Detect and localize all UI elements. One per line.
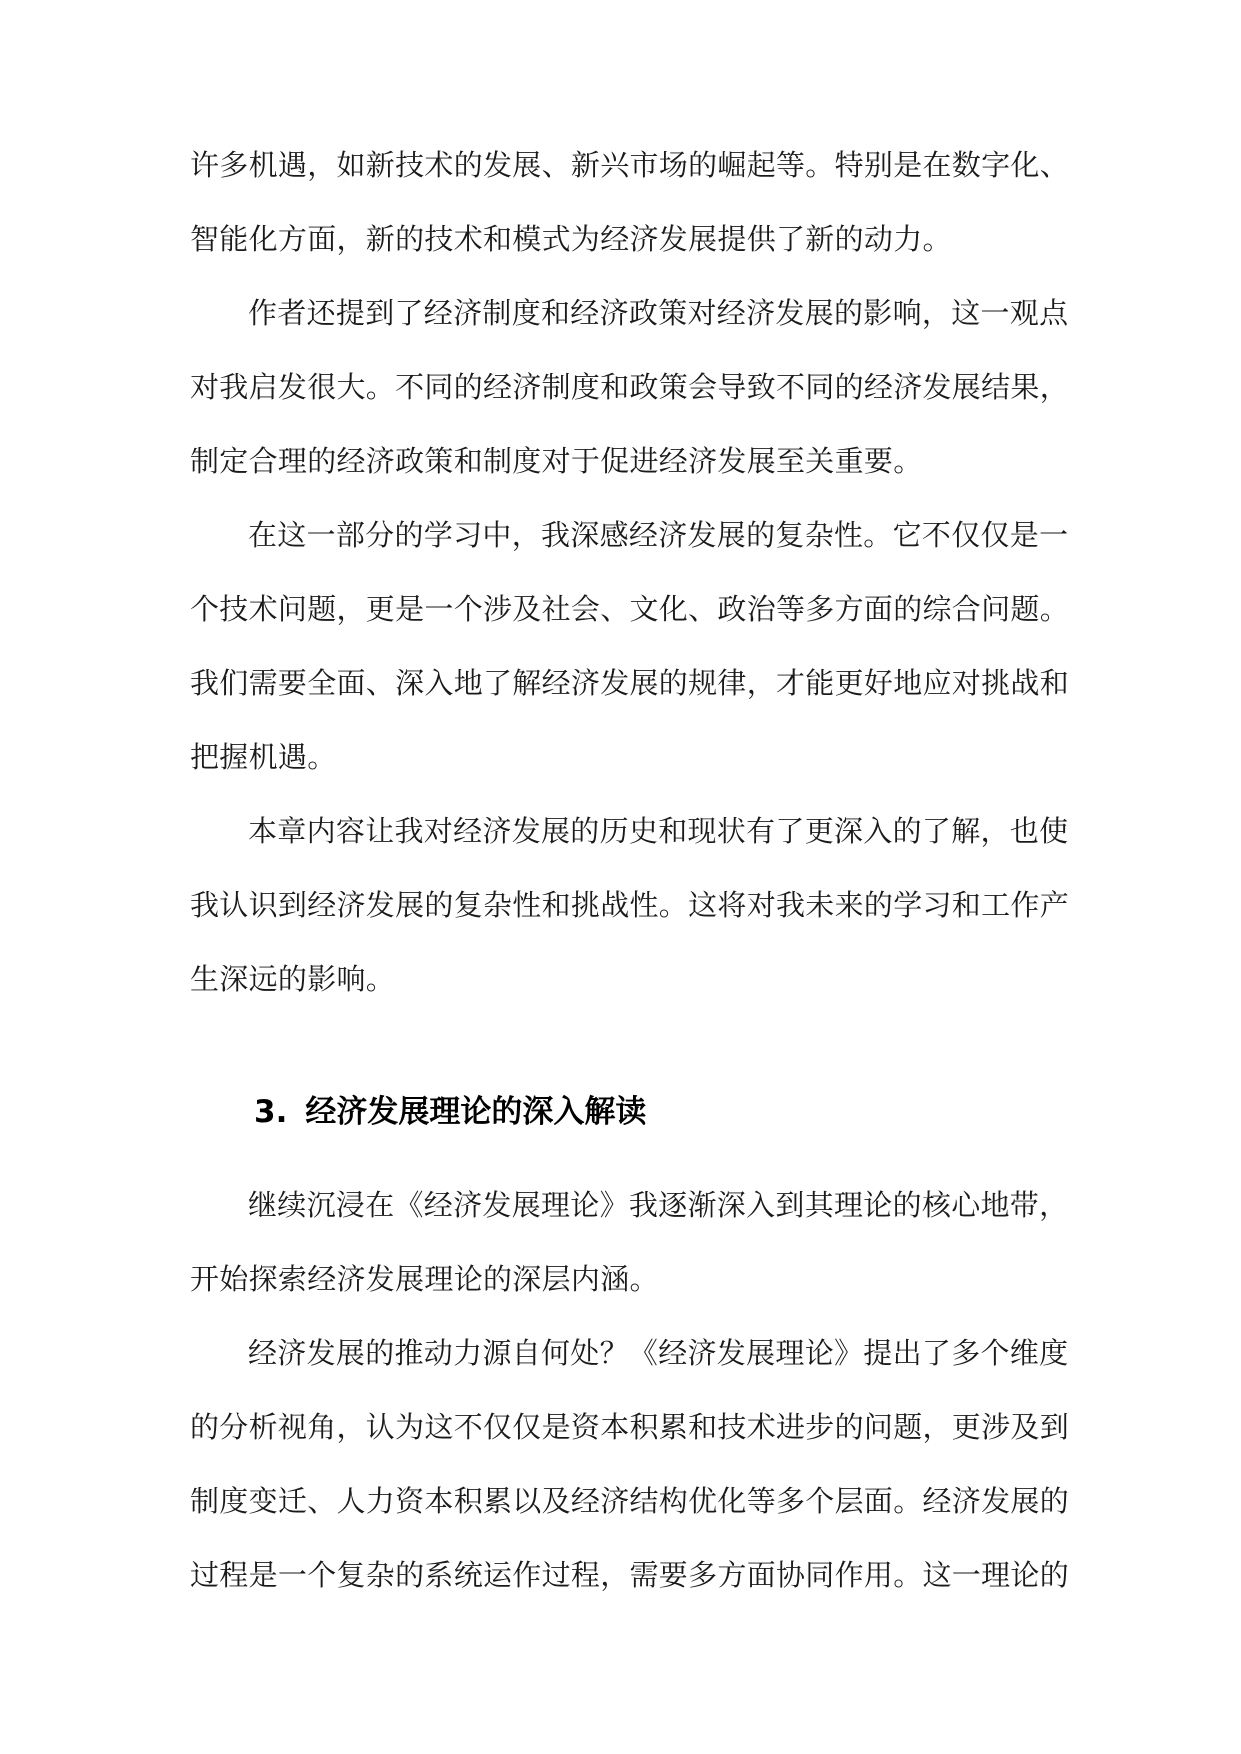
- text-line: 生深远的影响。: [190, 962, 396, 996]
- text-line: 我认识到经济发展的复杂性和挑战性。这将对我未来的学习和工作产: [190, 888, 1070, 922]
- text-line: 个技术问题，更是一个涉及社会、文化、政治等多方面的综合问题。: [190, 592, 1070, 626]
- text-line: 我们需要全面、深入地了解经济发展的规律，才能更好地应对挑战和: [190, 666, 1070, 700]
- body-text-section-2: [190, 1168, 1070, 1612]
- text-line: 许多机遇，如新技术的发展、新兴市场的崛起等。特别是在数字化、: [190, 148, 1070, 182]
- text-line: 的分析视角，认为这不仅仅是资本积累和技术进步的问题，更涉及到: [190, 1410, 1070, 1444]
- text-line: 制定合理的经济政策和制度对于促进经济发展至关重要。: [190, 444, 923, 478]
- section-number: 3.: [254, 1094, 288, 1130]
- paragraph-start-line: 本章内容让我对经济发展的历史和现状有了更深入的了解，也使: [248, 814, 1069, 848]
- section-title: 经济发展理论的深入解读: [305, 1094, 647, 1130]
- text-line: 对我启发很大。不同的经济制度和政策会导致不同的经济发展结果，: [190, 370, 1070, 404]
- paragraph-start-line: 经济发展的推动力源自何处？《经济发展理论》提出了多个维度: [248, 1336, 1069, 1370]
- text-line: 制度变迁、人力资本积累以及经济结构优化等多个层面。经济发展的: [190, 1484, 1070, 1518]
- text-line: 开始探索经济发展理论的深层内涵。: [190, 1262, 659, 1296]
- text-line: 把握机遇。: [190, 740, 337, 774]
- paragraph-start-line: 在这一部分的学习中，我深感经济发展的复杂性。它不仅仅是一: [248, 518, 1069, 552]
- text-line: 过程是一个复杂的系统运作过程，需要多方面协同作用。这一理论的: [190, 1558, 1070, 1592]
- paragraph-start-line: 作者还提到了经济制度和经济政策对经济发展的影响，这一观点: [248, 296, 1069, 330]
- section-heading: [254, 1086, 646, 1131]
- text-line: 智能化方面，新的技术和模式为经济发展提供了新的动力。: [190, 222, 952, 256]
- paragraph-start-line: 继续沉浸在《经济发展理论》我逐渐深入到其理论的核心地带，: [248, 1188, 1069, 1222]
- body-text-section-1: [190, 128, 1070, 1016]
